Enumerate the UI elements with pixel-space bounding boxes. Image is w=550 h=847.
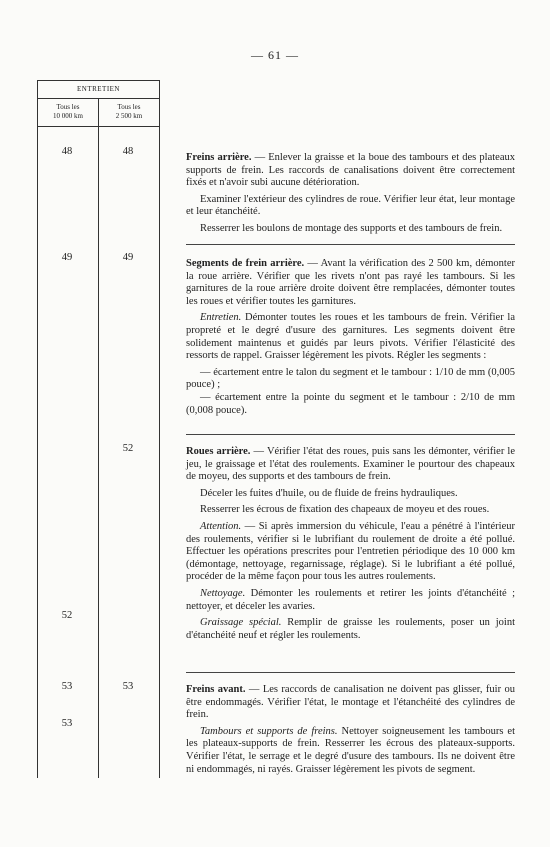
- mark-10000km: 52: [61, 610, 73, 621]
- paragraph: [186, 446, 515, 484]
- section-heading: Freins avant.: [186, 684, 246, 695]
- paragraph: [186, 312, 515, 362]
- paragraph-text: Remplir de graisse les roulements, poser un joint d'étanchéité neuf et régler les roulements.: [186, 617, 515, 641]
- paragraph-label: Graissage spécial.: [200, 617, 282, 629]
- paragraph: [186, 521, 515, 584]
- paragraph-text: Démonter toutes les roues et les tambours de frein. Vérifier la propreté et le degré d'usure des garnitures. Les segments doivent être solidement maintenus et guidés par leurs pivots. Vérifier l'élasticité des ressorts de rappel. Graisser légèrement les pivots. Régler les segments :: [186, 312, 515, 362]
- paragraph-text: Démonter les roulements et retirer les joints d'étanchéité ; nettoyer, et déceler les avaries.: [186, 587, 515, 612]
- paragraph: [186, 726, 515, 776]
- paragraph-label: Tambours et supports de freins.: [200, 725, 338, 737]
- table-title: ENTRETIEN: [38, 80, 159, 99]
- column-header-2500km: [99, 98, 159, 126]
- paragraph-label: Attention.: [200, 520, 242, 532]
- section-divider: [186, 672, 515, 673]
- paragraph: [186, 684, 515, 722]
- paragraph-text: — Avant la vérification des 2 500 km, démonter la roue arrière. Vérifier que les rivets n'ont pas rayé les tambours. Si les garnitures de la roue arrière droite doivent être remplacées, démonter toutes les roues et vérifier toutes les garnitures.: [186, 258, 516, 307]
- paragraph-text: — Vérifier l'état des roues, puis sans les démonter, vérifier le jeu, le graissage et l'état des roulements. Examiner le pourtour des chapeaux de moyeu, des supports et des tambours de frein.: [186, 446, 516, 483]
- paragraph: Resserrer les boulons de montage des supports et des tambours de frein.: [200, 222, 503, 234]
- mark-10000km: 49: [61, 252, 73, 263]
- maintenance-table: [37, 80, 160, 778]
- mark-10000km: 53: [61, 718, 73, 729]
- mark-2500km: 48: [122, 146, 134, 157]
- section-heading: Segments de frein arrière.: [186, 258, 305, 269]
- paragraph-text: — Enlever la graisse et la boue des tambours et des plateaux supports de frein. Les raccords de canalisations doivent être correctement fixés et n'avoir subi aucune détérioration.: [186, 152, 515, 189]
- mark-2500km: 49: [122, 252, 134, 263]
- column-header-line: 10 000 km: [53, 112, 83, 120]
- paragraph: — écartement entre le talon du segment et le tambour : 1/10 de mm (0,005 pouce) ;: [186, 366, 515, 391]
- paragraph-text: Nettoyer soigneusement les tambours et les plateaux-supports de frein. Resserrer les écrous des plateaux-supports. Vérifier l'état, le serrage et le degré d'usure des tambours. Ils ne doivent être ni endommagés, ni rayés. Graisser légèrement les pivots de segment.: [186, 725, 515, 775]
- paragraph: Déceler les fuites d'huile, ou de fluide de freins hydrauliques.: [200, 487, 458, 499]
- mark-10000km: 48: [61, 146, 73, 157]
- section-freins-avant: [186, 684, 515, 780]
- paragraph-text: — Les raccords de canalisation ne doivent pas glisser, fuir ou être endommagés. Vérifier l'état, le montage et l'étanchéité des cylindres de frein.: [186, 684, 515, 721]
- section-segments-frein-arriere: [186, 258, 515, 421]
- column-header-line: Tous les: [117, 103, 141, 111]
- section-divider: [186, 434, 515, 435]
- paragraph: [186, 258, 515, 308]
- paragraph: [186, 617, 515, 642]
- column-header-10000km: [38, 98, 98, 126]
- mark-10000km: 53: [61, 681, 73, 692]
- section-divider: [186, 244, 515, 245]
- mark-2500km: 52: [122, 443, 134, 454]
- paragraph: [186, 152, 515, 190]
- section-heading: Roues arrière.: [186, 446, 251, 457]
- paragraph-label: Nettoyage.: [200, 587, 246, 599]
- column-divider: [98, 98, 99, 778]
- column-header-line: 2 500 km: [115, 112, 143, 120]
- section-roues-arriere: [186, 446, 515, 646]
- section-freins-arriere: [186, 152, 515, 240]
- paragraph: Resserrer les écrous de fixation des chapeaux de moyeu et des roues.: [200, 504, 490, 516]
- section-heading: Freins arrière.: [186, 152, 252, 163]
- paragraph: — écartement entre la pointe du segment et le tambour : 2/10 de mm (0,008 pouce).: [186, 391, 515, 416]
- mark-2500km: 53: [122, 681, 134, 692]
- paragraph-text: — Si après immersion du véhicule, l'eau a pénétré à l'intérieur des roulements, vérifier si le lubrifiant du roulement de droite a été pollué. Effectuer les opérations prescrites pour l'entretien périodique des 10 000 km (démontage, nettoyage, regarnissage, réglage). Si le lubrifiant a été pollué, procéder de la même façon pour tous les autres roulements.: [186, 520, 515, 583]
- column-header-line: Tous les: [56, 103, 80, 111]
- paragraph: Examiner l'extérieur des cylindres de roue. Vérifier leur état, leur montage et leur étanchéité.: [186, 193, 515, 218]
- paragraph: [186, 588, 515, 613]
- paragraph-label: Entretien.: [200, 312, 242, 324]
- page-number: — 61 —: [251, 48, 299, 62]
